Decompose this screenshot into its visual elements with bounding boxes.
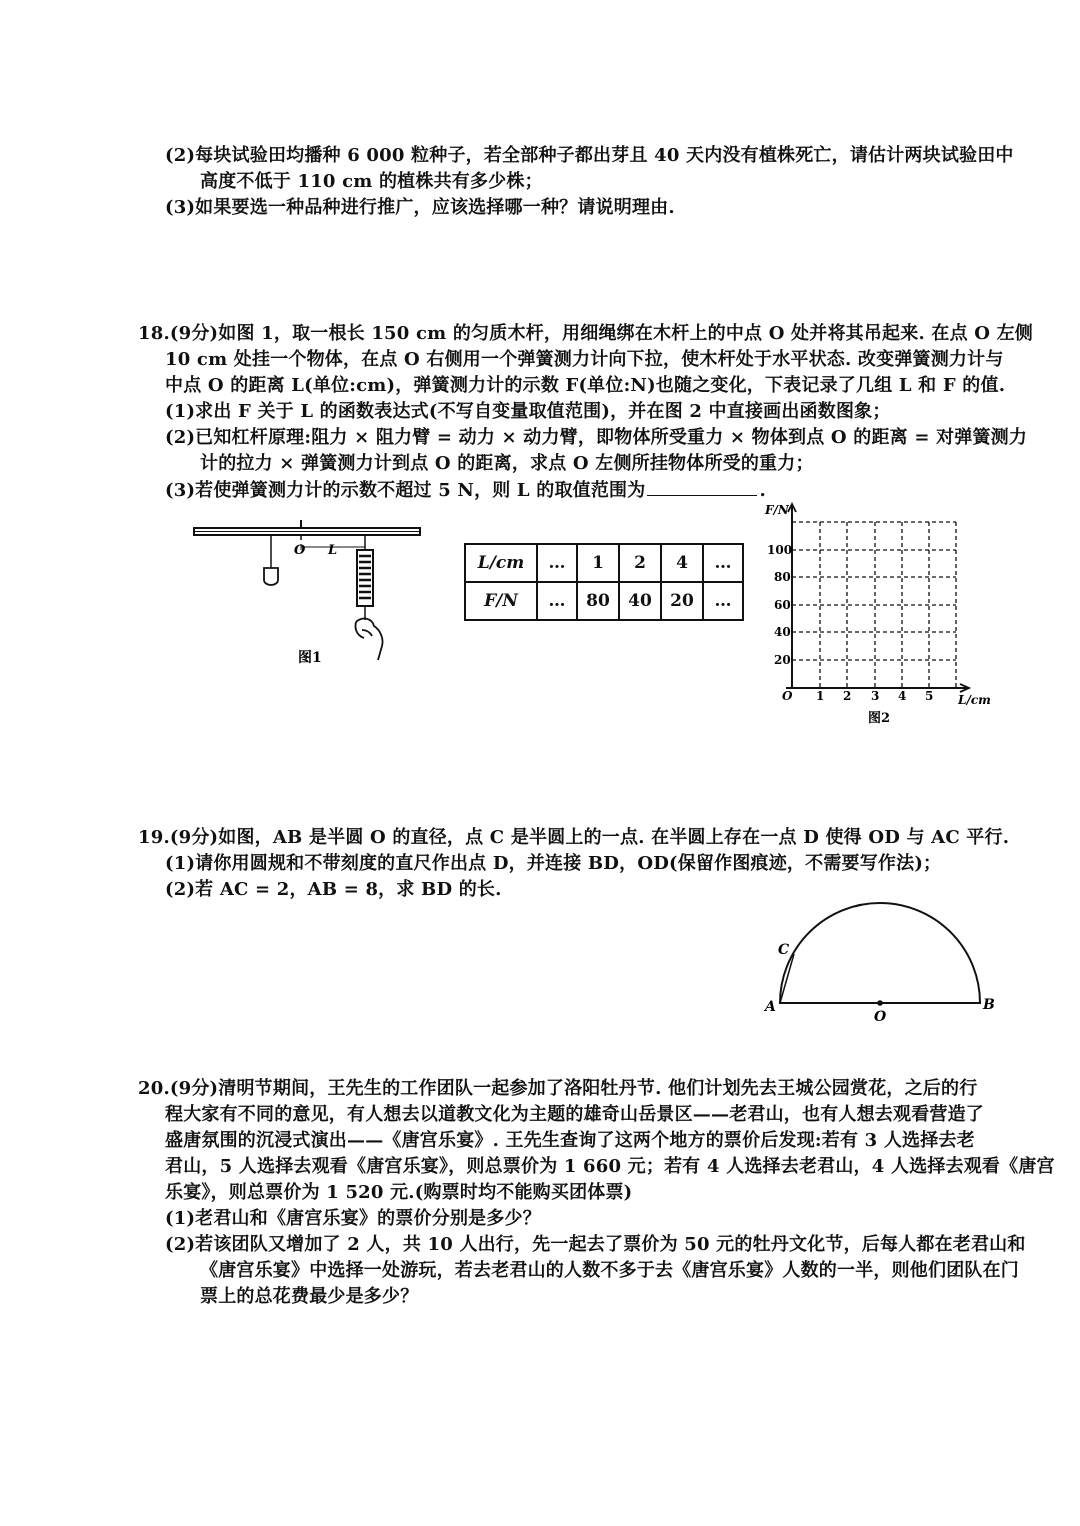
q20-stem-line5: 乐宴》，则总票价为 1 520 元.(购票时均不能购买团体票) <box>165 1182 633 1203</box>
q19-part2: (2)若 AC = 2，AB = 8，求 BD 的长. <box>165 879 502 900</box>
x-tick-label: 4 <box>898 689 907 703</box>
origin-label: O <box>782 689 793 703</box>
grid-figure <box>762 500 1002 730</box>
point-c-label: C <box>778 942 790 958</box>
lever-figure <box>190 520 430 680</box>
table-cell: L/cm <box>465 544 537 582</box>
q20-stem-line3: 盛唐氛围的沉浸式演出——《唐宫乐宴》. 王先生查询了这两个地方的票价后发现:若有 3 人选择去老 <box>165 1130 975 1151</box>
hand-icon <box>355 619 382 660</box>
q20-part2-line3: 票上的总花费最少是多少？ <box>200 1286 419 1307</box>
q18-part3 <box>165 477 766 504</box>
table-cell: … <box>703 544 743 582</box>
lf-table <box>464 543 744 621</box>
x-tick-label: 2 <box>843 689 852 703</box>
q20-part1: (1)老君山和《唐宫乐宴》的票价分别是多少？ <box>165 1208 541 1229</box>
q18-stem-line3: 中点 O 的距离 L(单位:cm)，弹簧测力计的示数 F(单位:N)也随之变化，下表记录了几组 L 和 F 的值. <box>165 375 1006 396</box>
q20-stem-line4: 君山，5 人选择去观看《唐宫乐宴》，则总票价为 1 660 元；若有 4 人选择去老君山，4 人选择去观看《唐宫 <box>165 1156 1055 1177</box>
y-tick-label: 40 <box>774 625 791 639</box>
y-tick-label: 20 <box>774 653 791 667</box>
table-cell: 1 <box>577 544 619 582</box>
q17-part3: (3)如果要选一种品种进行推广，应该选择哪一种？请说明理由. <box>165 197 675 218</box>
figure2-caption: 图2 <box>868 711 891 726</box>
figure1-caption: 图1 <box>298 650 322 666</box>
table-cell: 4 <box>661 544 703 582</box>
table-cell: 40 <box>619 582 661 620</box>
hanging-weight-icon <box>264 568 278 585</box>
point-o-label: O <box>874 1009 887 1025</box>
q17-part2-line1: (2)每块试验田均播种 6 000 粒种子，若全部种子都出芽且 40 天内没有植株死亡，请估计两块试验田中 <box>165 145 1014 166</box>
y-tick-label: 60 <box>774 598 791 612</box>
x-tick-label: 1 <box>816 689 825 703</box>
answer-blank <box>647 477 757 496</box>
label-l: L <box>328 543 338 558</box>
point-b-label: B <box>983 997 995 1013</box>
table-cell: … <box>537 544 577 582</box>
table-cell: 80 <box>577 582 619 620</box>
table-cell: … <box>537 582 577 620</box>
y-tick-label: 80 <box>774 570 791 584</box>
table-row-f <box>465 582 743 620</box>
q20-stem-line1: 20.(9分)清明节期间，王先生的工作团队一起参加了洛阳牡丹节. 他们计划先去王城公园赏花，之后的行 <box>138 1078 978 1099</box>
semicircle-figure <box>758 890 998 1030</box>
y-tick-label: 100 <box>767 543 793 557</box>
q18-part2-line1: (2)已知杠杆原理:阻力 × 阻力臂 = 动力 × 动力臂，即物体所受重力 × 物体到点 O 的距离 = 对弹簧测力 <box>165 427 1028 448</box>
label-o: O <box>294 543 306 558</box>
q19-part1: (1)请你用圆规和不带刻度的直尺作出点 D，并连接 BD，OD(保留作图痕迹，不需要写作法)； <box>165 853 942 874</box>
point-a-label: A <box>765 999 776 1015</box>
table-row-l <box>465 544 743 582</box>
q19-stem: 19.(9分)如图，AB 是半圆 O 的直径，点 C 是半圆上的一点. 在半圆上存在一点 D 使得 OD 与 AC 平行. <box>138 827 1010 848</box>
x-tick-label: 3 <box>871 689 880 703</box>
q20-part2-line2: 《唐宫乐宴》中选择一处游玩，若去老君山的人数不多于去《唐宫乐宴》人数的一半，则他们团队在门 <box>200 1260 1019 1281</box>
y-axis-label: F/N <box>765 503 789 517</box>
q18-part3-text: (3)若使弹簧测力计的示数不超过 5 N，则 L 的取值范围为 <box>165 480 646 501</box>
center-point <box>877 1000 883 1006</box>
table-cell: F/N <box>465 582 537 620</box>
q18-part2-line2: 计的拉力 × 弹簧测力计到点 O 的距离，求点 O 左侧所挂物体所受的重力； <box>200 453 814 474</box>
grid-lines <box>792 522 956 688</box>
table-cell: 20 <box>661 582 703 620</box>
semicircle <box>780 903 980 1003</box>
table-cell: 2 <box>619 544 661 582</box>
q18-part3-end: . <box>759 480 766 501</box>
table-cell: … <box>703 582 743 620</box>
q20-part2-line1: (2)若该团队又增加了 2 人，共 10 人出行，先一起去了票价为 50 元的牡丹文化节，后每人都在老君山和 <box>165 1234 1026 1255</box>
x-axis-label: L/cm <box>958 693 991 707</box>
q17-part2-line2: 高度不低于 110 cm 的植株共有多少株； <box>200 171 543 192</box>
q20-stem-line2: 程大家有不同的意见，有人想去以道教文化为主题的雄奇山岳景区——老君山，也有人想去观看营造了 <box>165 1104 984 1125</box>
q18-stem-line1: 18.(9分)如图 1，取一根长 150 cm 的匀质木杆，用细绳绑在木杆上的中点 O 处并将其吊起来. 在点 O 左侧 <box>138 323 1033 344</box>
q18-stem-line2: 10 cm 处挂一个物体，在点 O 右侧用一个弹簧测力计向下拉，使木杆处于水平状态. 改变弹簧测力计与 <box>165 349 1004 370</box>
q18-part1: (1)求出 F 关于 L 的函数表达式(不写自变量取值范围)，并在图 2 中直接画出函数图象； <box>165 401 891 422</box>
x-tick-label: 5 <box>925 689 934 703</box>
